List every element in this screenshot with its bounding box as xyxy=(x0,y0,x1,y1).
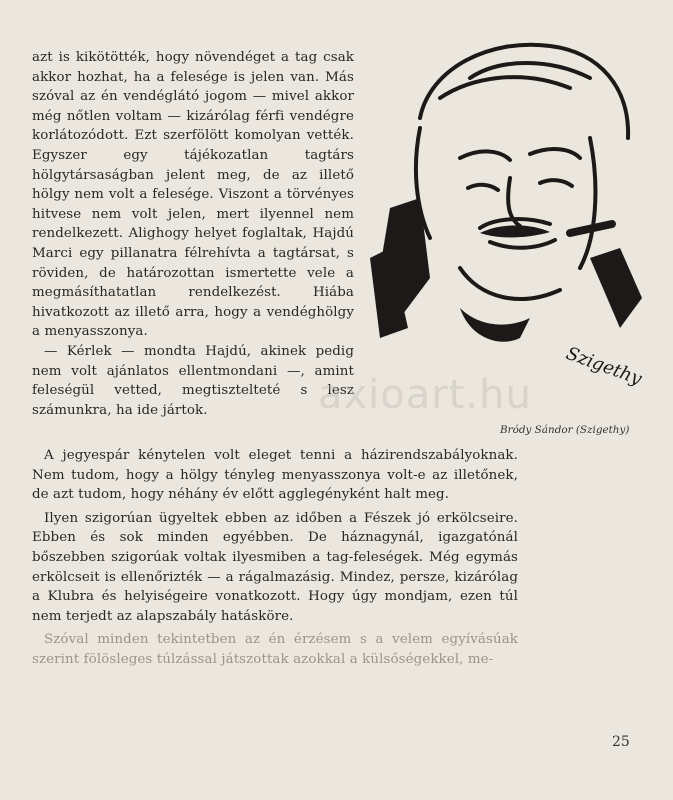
paragraph: — Kérlek — mondta Hajdú, akinek pedig nem volt ajánlatos ellentmondani —, amint feleségül vetted, megtisztelteté s lesz számunkra, ha ide jártok. xyxy=(32,343,354,418)
portrait-illustration xyxy=(360,28,650,408)
paragraph: Szóval minden tekintetben az én érzésem s a velem egyívásúak szerint fölösleges túlzással játszottak azokkal a külsőségekkel, me- xyxy=(32,632,518,667)
page-number: 25 xyxy=(612,734,630,750)
paragraph: Ilyen szigorúan ügyeltek ebben az időben a Fészek jó erkölcseire. Ebben és sok minden egyébben. De háznagynál, igazgatónál bőszebben szigorúak voltak ilyesmiben a tag-feleségek. Még egymás erkölcseit is ellenőrizték — a rágalmazásig. Mindez, persze, kizárólag a Klubra és helyiségeire vonatkozott. Hogy úgy mondjam, ezen túl nem terjedt az alapszabály hatásköre. xyxy=(32,510,518,624)
watermark: axioart.hu xyxy=(318,372,532,418)
illustration-caption: Bródy Sándor (Szigethy) xyxy=(500,424,630,436)
paragraph: azt is kikötötték, hogy növendéget a tag csak akkor hozhat, ha a felesége is jelen van. Más szóval az én vendéglátó jogom — mivel akkor még nőtlen voltam — kizárólag férfi vendégre korlátozódott. Ezt szerfölött komolyan vették. Egyszer egy tájékozatlan tagtárs hölgytársaságban jelent meg, de az illető hölgy nem volt a felesége. Viszont a törvényes hitvese nem volt jelen, mert ilyennel nem rendelkezett. Alighogy helyet foglaltak, Hajdú Marci egy pillanatra félrehívta a tagtársat, s röviden, de határozottan ismertette vele a megmásíthatatlan rendelkezést. Hiába hivatkozott az illető arra, hogy a vendéghölgy a menyasszonya. xyxy=(32,50,354,340)
bottom-text-column xyxy=(32,446,518,670)
paragraph: A jegyespár kénytelen volt eleget tenni a házirendszabályoknak. Nem tudom, hogy a hölgy tényleg menyasszonya volt-e az illetőnek, de azt tudom, hogy néhány év előtt agglegényként halt meg. xyxy=(32,448,518,503)
top-text-column xyxy=(32,48,354,420)
signature: Szigethy xyxy=(563,342,645,390)
